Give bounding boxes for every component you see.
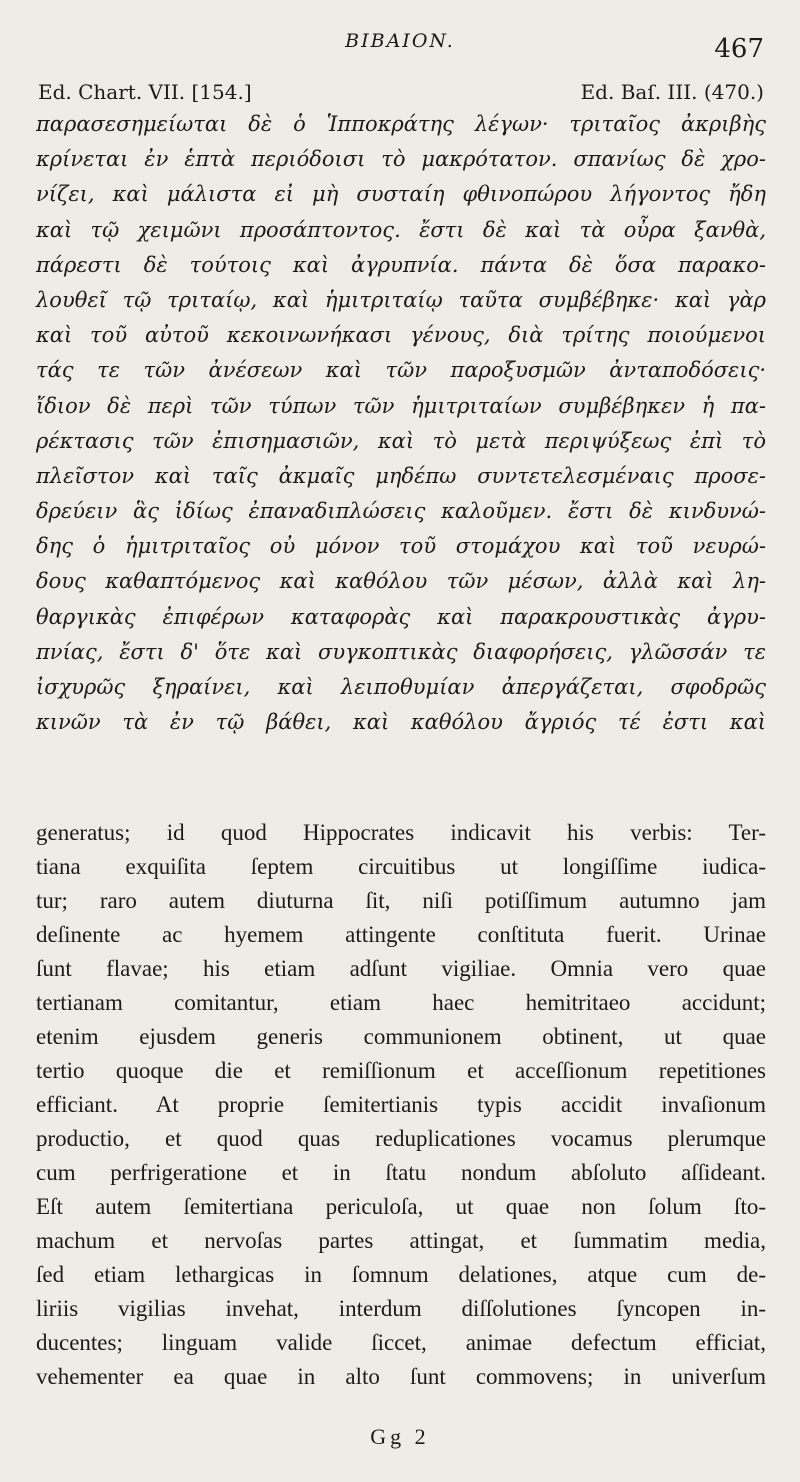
latin-line: tur; raro autem diuturna ſit, niſi potiſſimum autumno jam <box>36 888 766 913</box>
latin-line: efficiant. At proprie ſemitertianis typis accidit invaſionum <box>36 1092 766 1117</box>
latin-line: liriis vigilias invehat, interdum diſſolutiones ſyncopen in- <box>36 1296 766 1321</box>
greek-line: θαργικὰς ἐπιφέρων καταφορὰς καὶ παρακρουστικὰς ἀγρυ- <box>36 604 766 629</box>
latin-line: productio, et quod quas reduplicationes vocamus plerumque <box>36 1126 766 1151</box>
latin-line: generatus; id quod Hippocrates indicavit his verbis: Ter- <box>36 820 766 845</box>
edition-reference-right: Ed. Baſ. III. (470.) <box>580 80 764 104</box>
latin-line: machum et nervoſas partes attingat, et ſummatim media, <box>36 1228 766 1253</box>
latin-line: tertio quoque die et remiſſionum et acceſſionum repetitiones <box>36 1058 766 1083</box>
greek-line: καὶ τῷ χειμῶνι προσάπτοντος. ἔστι δὲ καὶ τὰ οὖρα ξανθὰ, <box>36 217 766 242</box>
latin-line: deſinente ac hyemem attingente conſtituta fuerit. Urinae <box>36 922 766 947</box>
greek-line: κρίνεται ἐν ἑπτὰ περιόδοισι τὸ μακρότατον. σπανίως δὲ χρο- <box>36 147 766 172</box>
greek-line: πάρεστι δὲ τούτοις καὶ ἀγρυπνία. πάντα δὲ ὅσα παρακο- <box>36 252 766 277</box>
latin-line: etenim ejusdem generis communionem obtinent, ut quae <box>36 1024 766 1049</box>
greek-line: δρεύειν ἃς ἰδίως ἐπαναδιπλώσεις καλοῦμεν. ἔστι δὲ κινδυνώ- <box>36 499 766 524</box>
greek-line: δους καθαπτόμενος καὶ καθόλου τῶν μέσων, ἀλλὰ καὶ λη- <box>36 569 766 594</box>
latin-line: ducentes; linguam valide ſiccet, animae defectum efficiat, <box>36 1330 766 1355</box>
latin-line: ſed etiam lethargicas in ſomnum delationes, atque cum de- <box>36 1262 766 1287</box>
latin-line: Eſt autem ſemitertiana periculoſa, ut quae non ſolum ſto- <box>36 1194 766 1219</box>
greek-line: ρέκτασις τῶν ἐπισημασιῶν, καὶ τὸ μετὰ περιψύξεως ἐπὶ τὸ <box>36 428 766 453</box>
edition-reference-left: Ed. Chart. VII. [154.] <box>38 80 252 104</box>
latin-text-block <box>36 816 766 1394</box>
latin-line: vehementer ea quae in alto ſunt commovens; in univerſum <box>36 1364 766 1389</box>
latin-line: ſunt flavae; his etiam adſunt vigiliae. Omnia vero quae <box>36 956 766 981</box>
greek-line: τάς τε τῶν ἀνέσεων καὶ τῶν παροξυσμῶν ἀνταποδόσεις· <box>36 358 766 383</box>
greek-line: λουθεῖ τῷ τριταίῳ, καὶ ἡμιτριταίῳ ταῦτα συμβέβηκε· καὶ γὰρ <box>36 287 766 312</box>
greek-line: παρασεσημείωται δὲ ὁ Ἱπποκράτης λέγων· τριταῖος ἀκριβὴς <box>36 112 766 136</box>
page-number: 467 <box>714 34 764 64</box>
greek-line: κινῶν τὰ ἐν τῷ βάθει, καὶ καθόλου ἄγριός τέ ἐστι καὶ <box>36 710 766 735</box>
latin-line: tiana exquiſita ſeptem circuitibus ut longiſſime iudica- <box>36 854 766 879</box>
greek-line: πνίας, ἔστι δ' ὅτε καὶ συγκοπτικὰς διαφορήσεις, γλῶσσάν τε <box>36 639 766 664</box>
latin-line: cum perfrigeratione et in ſtatu nondum abſoluto aſſideant. <box>36 1160 766 1185</box>
latin-line: tertianam comitantur, etiam haec hemitritaeo accidunt; <box>36 990 766 1015</box>
greek-line: ἰσχυρῶς ξηραίνει, καὶ λειποθυμίαν ἀπεργάζεται, σφοδρῶς <box>36 675 766 699</box>
greek-line: καὶ τοῦ αὐτοῦ κεκοινωνήκασι γένους, διὰ τρίτης ποιούμενοι <box>36 323 766 348</box>
running-title: BIBAION. <box>345 30 455 52</box>
greek-text-block <box>36 107 766 740</box>
greek-line: δης ὁ ἡμιτριταῖος οὐ μόνον τοῦ στομάχου καὶ τοῦ νευρώ- <box>36 534 766 559</box>
signature-mark: Gg 2 <box>370 1424 430 1449</box>
greek-line: ἴδιον δὲ περὶ τῶν τύπων τῶν ἡμιτριταίων συμβέβηκεν ἡ πα- <box>36 393 766 418</box>
greek-line: νίζει, καὶ μάλιστα εἰ μὴ συσταίη φθινοπώρου λήγοντος ἤδη <box>36 182 766 207</box>
greek-line: πλεῖστον καὶ ταῖς ἀκμαῖς μηδέπω συντετελεσμέναις προσε- <box>36 463 766 488</box>
